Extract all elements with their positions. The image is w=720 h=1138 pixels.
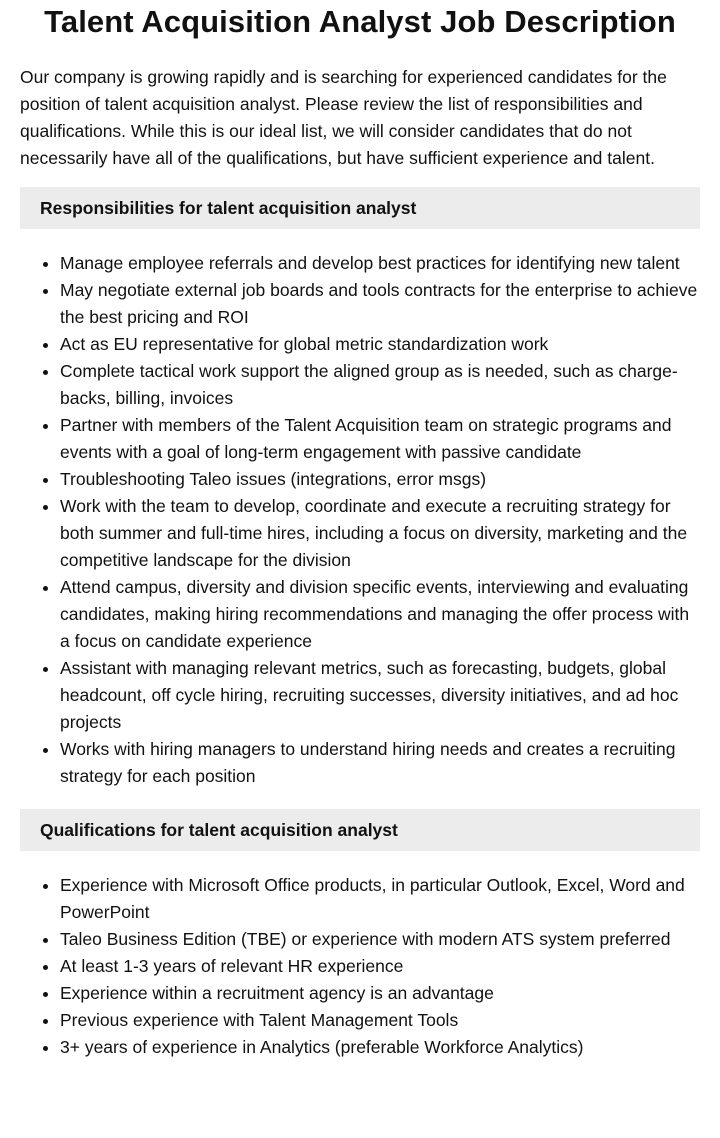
list-item: • At least 1-3 years of relevant HR experience: [60, 953, 700, 980]
list-item: • Experience within a recruitment agency is an advantage: [60, 980, 700, 1007]
list-item: • Act as EU representative for global metric standardization work: [60, 331, 700, 358]
list-item: • Previous experience with Talent Management Tools: [60, 1007, 700, 1034]
list-item: • 3+ years of experience in Analytics (preferable Workforce Analytics): [60, 1034, 700, 1061]
list-item: • Complete tactical work support the aligned group as is needed, such as charge-backs, billing, invoices: [60, 358, 700, 412]
list-item: • Experience with Microsoft Office products, in particular Outlook, Excel, Word and PowerPoint: [60, 872, 700, 926]
list-item: • Troubleshooting Taleo issues (integrations, error msgs): [60, 466, 700, 493]
list-item: • Partner with members of the Talent Acquisition team on strategic programs and events with a goal of long-term engagement with passive candidate: [60, 412, 700, 466]
qualifications-list: [20, 872, 700, 1061]
list-item: • Assistant with managing relevant metrics, such as forecasting, budgets, global headcount, off cycle hiring, recruiting successes, diversity initiatives, and ad hoc projects: [60, 655, 700, 736]
list-item: • Manage employee referrals and develop best practices for identifying new talent: [60, 250, 700, 277]
page-title: Talent Acquisition Analyst Job Description: [44, 4, 676, 39]
responsibilities-heading: Responsibilities for talent acquisition analyst: [20, 187, 700, 229]
list-item: • May negotiate external job boards and tools contracts for the enterprise to achieve the best pricing and ROI: [60, 277, 700, 331]
intro-paragraph: Our company is growing rapidly and is searching for experienced candidates for the position of talent acquisition analyst. Please review the list of responsibilities and qualifications. While this is our ideal list, we will consider candidates that do not necessarily have all of the qualifications, but have sufficient experience and talent.: [20, 67, 667, 168]
responsibilities-list: [20, 250, 700, 790]
list-item: • Works with hiring managers to understand hiring needs and creates a recruiting strategy for each position: [60, 736, 700, 790]
qualifications-heading: Qualifications for talent acquisition analyst: [20, 809, 700, 851]
list-item: • Taleo Business Edition (TBE) or experience with modern ATS system preferred: [60, 926, 700, 953]
list-item: • Attend campus, diversity and division specific events, interviewing and evaluating candidates, making hiring recommendations and managing the offer process with a focus on candidate experience: [60, 574, 700, 655]
list-item: • Work with the team to develop, coordinate and execute a recruiting strategy for both summer and full-time hires, including a focus on diversity, marketing and the competitive landscape for the division: [60, 493, 700, 574]
